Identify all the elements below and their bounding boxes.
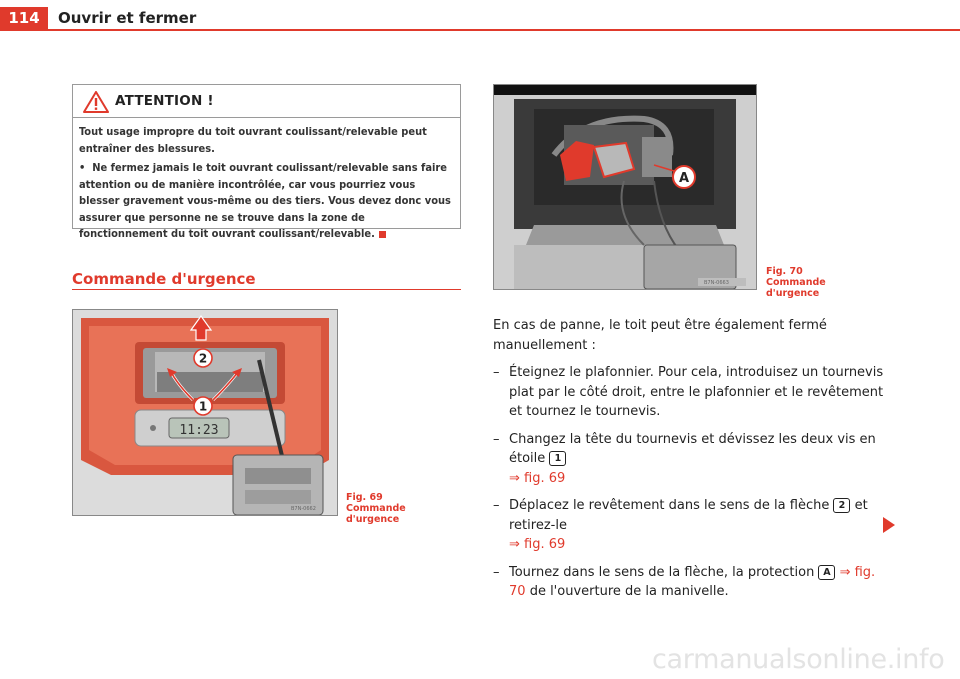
- continue-arrow-icon: [883, 517, 895, 533]
- watermark: carmanualsonline.info: [652, 644, 945, 675]
- page-header: [0, 0, 960, 31]
- callout-2: 2: [198, 351, 208, 366]
- callout-A: A: [678, 171, 690, 186]
- callout-2-inline: 2: [833, 498, 850, 513]
- step-4: [493, 563, 885, 602]
- step-1-text: Éteignez le plafonnier. Pour cela, introduisez un tournevis plat par le côté droit, entre le plafonnier et le revêtement et tournez le tournevis.: [509, 365, 884, 419]
- clock-display: 11:23: [179, 423, 219, 438]
- step-dash: –: [493, 365, 500, 380]
- callout-A-inline: A: [818, 565, 835, 580]
- callout-1: 1: [198, 399, 208, 414]
- section-rule: [72, 289, 461, 290]
- page-number: 114: [0, 7, 48, 29]
- end-marker-icon: [379, 231, 386, 238]
- warning-paragraph-1: Tout usage impropre du toit ouvrant coulissant/relevable peut entraîner des blessures.: [79, 125, 427, 155]
- figure-69-image: [72, 309, 338, 516]
- step-3-text: Déplacez le revêtement dans le sens de la flèche: [509, 498, 830, 513]
- figure-70-image: [493, 84, 757, 290]
- warning-triangle-icon: [83, 91, 109, 113]
- warning-paragraph-2-text: Ne fermez jamais le toit ouvrant coulissant/relevable sans faire attention ou de manière incontrôlée, car vous pourriez vous blesser gravement vous-même ou des tiers. Vous devez donc vous assurer que personne ne se trouve dans la zone de fonctionnement du toit ouvrant coulissant/relevable.: [79, 161, 451, 240]
- figure-70-caption-text: Fig. 70 Commande d'urgence: [766, 266, 826, 299]
- callout-1-inline: 1: [549, 451, 566, 466]
- header-rule: [0, 29, 960, 31]
- step-2: [493, 430, 885, 489]
- section-title: Commande d'urgence: [72, 270, 256, 288]
- warning-box: [72, 84, 461, 240]
- instructions: [493, 316, 885, 602]
- step-dash: –: [493, 564, 500, 580]
- warning-paragraph-2: [79, 160, 454, 243]
- crank-cover-illustration: [494, 85, 756, 289]
- figure-70-code: B7N-0663: [704, 280, 729, 286]
- warning-body: [73, 118, 460, 243]
- figure-69-caption: [346, 492, 436, 525]
- step-dash: –: [493, 431, 500, 447]
- warning-header: [73, 85, 460, 118]
- figure-69-link[interactable]: ⇒ fig. 69: [509, 537, 566, 552]
- intro-text: En cas de panne, le toit peut être également fermé manuellement :: [493, 318, 827, 353]
- figure-69-caption-text: Fig. 69 Commande d'urgence: [346, 492, 406, 525]
- figure-70-caption: [766, 266, 856, 299]
- warning-title: ATTENTION !: [115, 93, 214, 109]
- figure-69-link[interactable]: ⇒ fig. 69: [509, 470, 566, 486]
- step-3-text-after: et retirez-le: [509, 498, 868, 533]
- figure-69-code: B7N-0662: [291, 506, 316, 512]
- step-4-text: Tournez dans le sens de la flèche, la protection: [509, 564, 815, 580]
- step-1: [493, 363, 885, 422]
- step-4-text-after: de l'ouverture de la manivelle.: [529, 584, 729, 599]
- figure-70-link[interactable]: ⇒ fig. 70: [509, 564, 876, 599]
- headliner-illustration: [73, 310, 337, 515]
- chapter-title: Ouvrir et fermer: [58, 9, 197, 27]
- bullet-icon: •: [79, 161, 86, 174]
- step-dash: –: [493, 498, 500, 513]
- step-3: [493, 496, 885, 555]
- step-2-text: Changez la tête du tournevis et dévissez les deux vis en étoile: [509, 431, 876, 466]
